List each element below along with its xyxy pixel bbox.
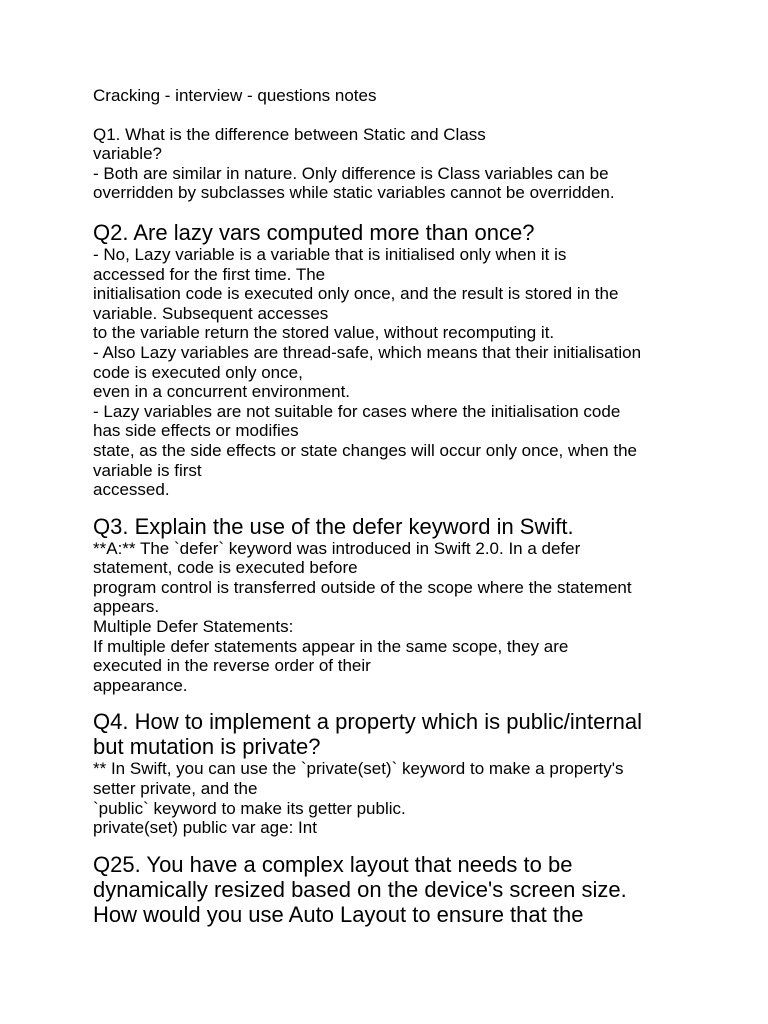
q25-heading-line-1: Q25. You have a complex layout that needs to be: [93, 851, 573, 877]
q1-answer-line-1: - Both are similar in nature. Only difference is Class variables can be: [93, 163, 609, 183]
q25-heading-line-3: How would you use Auto Layout to ensure that the: [93, 901, 584, 927]
q1-answer-line-2: overridden by subclasses while static variables cannot be overridden.: [93, 183, 615, 203]
q25-section: [93, 852, 693, 927]
q2-heading: Q2. Are lazy vars computed more than once?: [93, 219, 535, 245]
q2-line: has side effects or modifies: [93, 421, 299, 441]
q3-line: executed in the reverse order of their: [93, 656, 371, 676]
q3-line: program control is transferred outside of the scope where the statement: [93, 577, 632, 597]
q2-line: initialisation code is executed only once, and the result is stored in the: [93, 284, 619, 304]
q3-line: appearance.: [93, 675, 188, 695]
q4-section: [93, 709, 693, 837]
document-page: [93, 86, 693, 927]
q2-line: to the variable return the stored value, without recomputing it.: [93, 323, 555, 343]
q2-line: - Also Lazy variables are thread-safe, which means that their initialisation: [93, 342, 642, 362]
q1-section: [93, 125, 693, 203]
q2-line: accessed.: [93, 480, 170, 500]
q2-line: variable. Subsequent accesses: [93, 303, 329, 323]
q4-code-line: private(set) public var age: Int: [93, 818, 317, 838]
q3-line: If multiple defer statements appear in the same scope, they are: [93, 636, 569, 656]
q3-line: statement, code is executed before: [93, 558, 358, 578]
q25-heading-line-2: dynamically resized based on the device's screen size.: [93, 876, 627, 902]
q2-section: [93, 220, 693, 500]
q4-line: `public` keyword to make its getter public.: [93, 798, 406, 818]
q3-line: **A:** The `defer` keyword was introduced in Swift 2.0. In a defer: [93, 538, 581, 558]
q2-line: even in a concurrent environment.: [93, 382, 351, 402]
q2-line: - No, Lazy variable is a variable that is initialised only when it is: [93, 244, 567, 264]
q3-line: appears.: [93, 597, 160, 617]
q2-line: - Lazy variables are not suitable for cases where the initialisation code: [93, 401, 621, 421]
q1-question-line-1: Q1. What is the difference between Static and Class: [93, 124, 486, 144]
q4-line: setter private, and the: [93, 779, 258, 799]
q2-line: state, as the side effects or state changes will occur only once, when the: [93, 440, 637, 460]
q3-heading: Q3. Explain the use of the defer keyword in Swift.: [93, 513, 574, 539]
q2-line: variable is first: [93, 460, 202, 480]
q4-heading-line-2: but mutation is private?: [93, 734, 321, 760]
q4-line: ** In Swift, you can use the `private(set)` keyword to make a property's: [93, 759, 624, 779]
q2-line: accessed for the first time. The: [93, 264, 326, 284]
q4-heading-line-1: Q4. How to implement a property which is public/internal: [93, 709, 643, 735]
document-title: Cracking - interview - questions notes: [93, 86, 377, 105]
q3-line: Multiple Defer Statements:: [93, 617, 294, 637]
q3-section: [93, 514, 693, 696]
q2-line: code is executed only once,: [93, 362, 303, 382]
q1-question-line-2: variable?: [93, 144, 162, 164]
